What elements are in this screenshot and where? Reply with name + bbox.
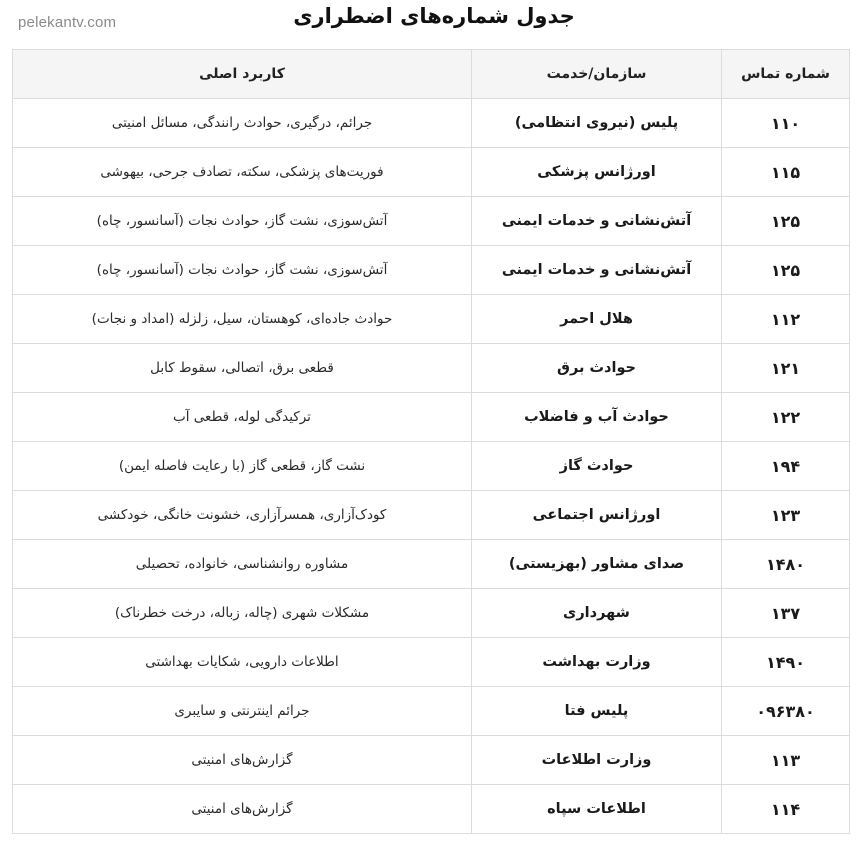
table-body — [13, 99, 850, 834]
cell-organization: اطلاعات سپاه — [472, 785, 722, 834]
cell-usage: جرائم، درگیری، حوادث رانندگی، مسائل امنیتی — [13, 99, 472, 148]
table-header — [13, 50, 850, 99]
cell-organization: اورژانس پزشکی — [472, 148, 722, 197]
cell-organization: وزارت اطلاعات — [472, 736, 722, 785]
table-row — [13, 491, 850, 540]
site-watermark: pelekantv.com — [18, 14, 117, 31]
cell-usage: گزارش‌های امنیتی — [13, 785, 472, 834]
cell-number: ۱۹۴ — [722, 442, 850, 491]
cell-organization: حوادث برق — [472, 344, 722, 393]
table-row — [13, 393, 850, 442]
cell-usage: قطعی برق، اتصالی، سقوط کابل — [13, 344, 472, 393]
cell-organization: آتش‌نشانی و خدمات ایمنی — [472, 197, 722, 246]
cell-usage: اطلاعات دارویی، شکایات بهداشتی — [13, 638, 472, 687]
cell-usage: آتش‌سوزی، نشت گاز، حوادث نجات (آسانسور، چاه) — [13, 246, 472, 295]
cell-number: ۱۱۳ — [722, 736, 850, 785]
cell-usage: مشاوره روانشناسی، خانواده، تحصیلی — [13, 540, 472, 589]
cell-number: ۱۴۹۰ — [722, 638, 850, 687]
cell-organization: وزارت بهداشت — [472, 638, 722, 687]
cell-organization: حوادث آب و فاضلاب — [472, 393, 722, 442]
table-row — [13, 197, 850, 246]
emergency-numbers-table-container — [12, 49, 849, 834]
cell-organization: حوادث گاز — [472, 442, 722, 491]
table-row — [13, 295, 850, 344]
cell-number: ۱۲۳ — [722, 491, 850, 540]
table-row — [13, 344, 850, 393]
cell-usage: کودک‌آزاری، همسرآزاری، خشونت خانگی، خودکشی — [13, 491, 472, 540]
cell-usage: مشکلات شهری (چاله، زباله، درخت خطرناک) — [13, 589, 472, 638]
cell-organization: شهرداری — [472, 589, 722, 638]
table-row — [13, 246, 850, 295]
cell-usage: نشت گاز، قطعی گاز (با رعایت فاصله ایمن) — [13, 442, 472, 491]
table-row — [13, 148, 850, 197]
cell-number: ۱۴۸۰ — [722, 540, 850, 589]
cell-usage: گزارش‌های امنیتی — [13, 736, 472, 785]
header-row — [13, 50, 850, 99]
cell-organization: صدای مشاور (بهزیستی) — [472, 540, 722, 589]
header-organization: سازمان/خدمت — [472, 50, 722, 99]
cell-number: ۱۲۲ — [722, 393, 850, 442]
cell-usage: فوریت‌های پزشکی، سکته، تصادف جرحی، بیهوشی — [13, 148, 472, 197]
cell-number: ۱۱۴ — [722, 785, 850, 834]
page-title: جدول شماره‌های اضطراری — [293, 4, 575, 28]
cell-organization: هلال احمر — [472, 295, 722, 344]
cell-usage: آتش‌سوزی، نشت گاز، حوادث نجات (آسانسور، چاه) — [13, 197, 472, 246]
cell-organization: پلیس فتا — [472, 687, 722, 736]
cell-usage: جرائم اینترنتی و سایبری — [13, 687, 472, 736]
table-row — [13, 99, 850, 148]
cell-usage: حوادث جاده‌ای، کوهستان، سیل، زلزله (امداد و نجات) — [13, 295, 472, 344]
cell-organization: اورژانس اجتماعی — [472, 491, 722, 540]
cell-organization: آتش‌نشانی و خدمات ایمنی — [472, 246, 722, 295]
table-row — [13, 736, 850, 785]
table-row — [13, 687, 850, 736]
cell-number: ۱۳۷ — [722, 589, 850, 638]
cell-number: ۱۱۰ — [722, 99, 850, 148]
table-row — [13, 785, 850, 834]
table-row — [13, 589, 850, 638]
cell-number: ۱۲۵ — [722, 197, 850, 246]
header-usage: کاربرد اصلی — [13, 50, 472, 99]
cell-number: ۱۲۵ — [722, 246, 850, 295]
cell-number: ۱۱۵ — [722, 148, 850, 197]
emergency-numbers-table — [12, 49, 850, 834]
cell-organization: پلیس (نیروی انتظامی) — [472, 99, 722, 148]
cell-number: ۱۱۲ — [722, 295, 850, 344]
table-row — [13, 442, 850, 491]
cell-number: ۰۹۶۳۸۰ — [722, 687, 850, 736]
cell-number: ۱۲۱ — [722, 344, 850, 393]
table-row — [13, 540, 850, 589]
cell-usage: ترکیدگی لوله، قطعی آب — [13, 393, 472, 442]
table-row — [13, 638, 850, 687]
header-number: شماره تماس — [722, 50, 850, 99]
